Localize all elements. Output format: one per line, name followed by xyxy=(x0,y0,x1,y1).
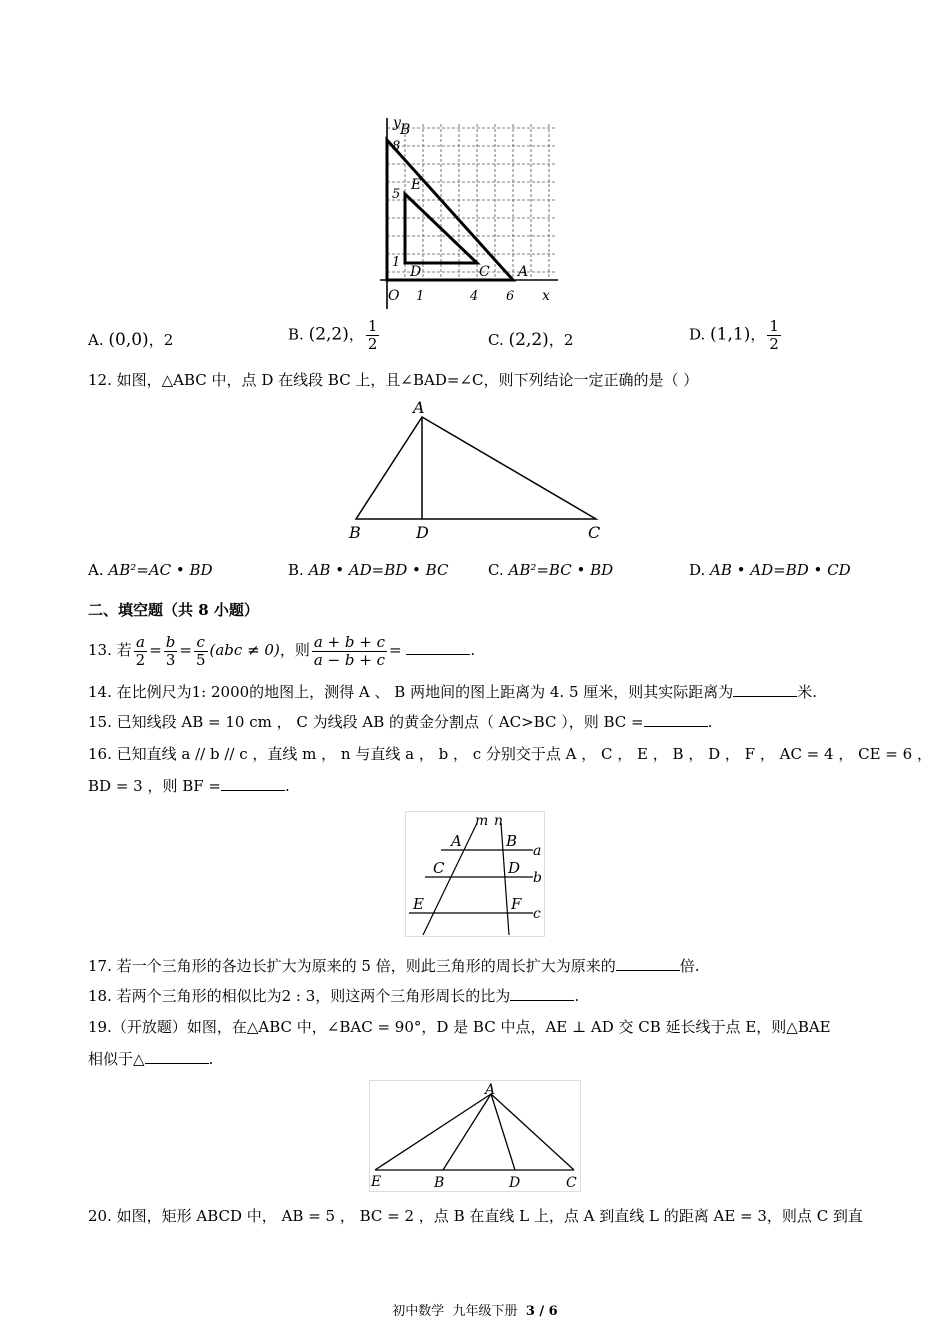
q11-option-c-label: C. xyxy=(488,331,504,349)
q11-option-a-sep: ， xyxy=(148,331,164,349)
q16-point-B: B xyxy=(506,832,518,850)
q15-line xyxy=(88,712,712,732)
q12-option-c[interactable] xyxy=(488,561,613,579)
q12-triangle xyxy=(356,417,596,519)
q16-end: . xyxy=(285,777,290,795)
section-fill-in-heading: 二、填空题（共 8 小题） xyxy=(88,601,259,619)
q17-end: 倍. xyxy=(679,957,700,975)
q11-option-d-fraction xyxy=(767,318,781,353)
q12-option-a[interactable] xyxy=(88,561,213,579)
q13-number: 13. xyxy=(88,641,112,659)
q11-point-A: A xyxy=(518,264,529,280)
q16-point-D: D xyxy=(508,859,521,877)
q16-line2 xyxy=(88,776,290,796)
q11-ytick-8: 8 xyxy=(392,139,401,154)
q19-point-B: B xyxy=(434,1175,445,1191)
q19-point-A: A xyxy=(485,1082,496,1098)
q11-option-d-label: D. xyxy=(689,325,706,344)
q12-option-c-text: AB²=BC • BD xyxy=(508,561,614,579)
q11-option-a[interactable] xyxy=(88,329,173,350)
q13-fraction-c-den: 5 xyxy=(195,650,206,669)
q12-point-B: B xyxy=(349,523,361,542)
q19-line2-text: 相似于△ xyxy=(88,1050,145,1068)
q11-xtick-6: 6 xyxy=(506,289,515,304)
q11-point-B: B xyxy=(400,122,411,138)
q11-option-b-num: 1 xyxy=(367,317,378,335)
q19-point-D: D xyxy=(509,1175,521,1191)
q11-option-b-sep: ， xyxy=(348,325,364,344)
q16-line1: 16. 已知直线 a // b // c ，直线 m ， n 与直线 a ， b ， c 分别交于点 A ， C ， E ， B ， D ， F ， AC = 4 ， CE = 6 ， xyxy=(88,745,932,763)
q16-label-n: n xyxy=(494,813,504,829)
footer-grade: 九年级下册 xyxy=(452,1304,518,1319)
q16-point-C: C xyxy=(433,859,445,877)
q12-option-d-text: AB • AD=BD • CD xyxy=(710,561,851,579)
q19-point-E: E xyxy=(371,1174,382,1190)
q11-option-b-fraction xyxy=(366,318,380,353)
q11-option-c-coord: (2,2) xyxy=(508,330,549,350)
page-footer xyxy=(0,1300,950,1319)
q13-mid: ，则 xyxy=(279,641,310,659)
q14-line xyxy=(88,682,817,702)
q18-line xyxy=(88,986,579,1006)
q12-stem xyxy=(88,370,698,390)
q13-fraction-d xyxy=(312,634,387,669)
q11-option-d-num: 1 xyxy=(769,317,779,335)
q12-point-D: D xyxy=(416,523,429,542)
q13-fraction-b xyxy=(164,634,178,669)
q13-fraction-b-den: 3 xyxy=(165,650,176,669)
q13-end: . xyxy=(470,641,476,659)
q11-point-C: C xyxy=(479,264,490,280)
q13-fraction-a-den: 2 xyxy=(135,650,146,669)
q15-answer-blank[interactable] xyxy=(644,712,708,727)
q19-figure-frame xyxy=(370,1081,581,1192)
q13-equals: = xyxy=(389,641,402,659)
q11-point-E: E xyxy=(411,177,422,193)
q11-option-c-sep: ， xyxy=(548,331,564,349)
q16-label-b: b xyxy=(533,870,542,886)
q14-text: 14. 在比例尺为1: 2000的地图上，测得 A 、 B 两地间的图上距离为 4. 5 厘米，则其实际距离为 xyxy=(88,683,734,701)
q12-number: 12. xyxy=(88,371,112,389)
q12-point-C: C xyxy=(588,523,601,542)
q12-option-a-label: A. xyxy=(88,561,104,579)
q15-text: 15. 已知线段 AB = 10 cm ， C 为线段 AB 的黄金分割点（ AC>BC ），则 BC = xyxy=(88,713,644,731)
q18-text: 18. 若两个三角形的相似比为2 : 3，则这两个三角形周长的比为 xyxy=(88,987,511,1005)
q13-fraction-b-num: b xyxy=(165,632,176,651)
q12-option-b[interactable] xyxy=(288,561,448,579)
q19-segment-ae xyxy=(375,1094,491,1170)
q11-ytick-1: 1 xyxy=(392,255,401,270)
q11-option-d-coord: (1,1) xyxy=(710,324,751,345)
q16-label-c: c xyxy=(533,906,541,922)
q16-line2-text: BD = 3 ，则 BF = xyxy=(88,777,222,795)
q12-option-c-label: C. xyxy=(488,561,504,579)
q14-end: 米. xyxy=(797,683,818,701)
q11-label-origin: O xyxy=(388,288,400,304)
q12-option-b-text: AB • AD=BD • BC xyxy=(308,561,449,579)
q13-fraction-c xyxy=(194,634,208,669)
q19-point-C: C xyxy=(566,1175,577,1191)
q16-line-m xyxy=(423,823,477,935)
q12-triangle-figure xyxy=(346,397,604,545)
q11-xtick-4: 4 xyxy=(470,289,479,304)
q18-answer-blank[interactable] xyxy=(510,986,574,1001)
q17-answer-blank[interactable] xyxy=(616,956,680,971)
q11-option-d[interactable] xyxy=(689,318,783,353)
q18-end: . xyxy=(574,987,580,1005)
q11-option-d-den: 2 xyxy=(769,335,779,353)
q19-line1: 19.（开放题）如图，在△ABC 中，∠BAC = 90°，D 是 BC 中点，AE ⊥ AD 交 CB 延长线于点 E，则△BAE xyxy=(88,1018,831,1036)
q11-label-x: x xyxy=(542,288,550,304)
q16-label-m: m xyxy=(475,813,489,829)
q16-figure-frame xyxy=(406,812,545,937)
q11-option-c-value: 2 xyxy=(563,331,574,349)
q15-end: . xyxy=(707,713,713,731)
q11-option-b-coord: (2,2) xyxy=(308,324,349,345)
q11-ytick-5: 5 xyxy=(392,187,401,202)
q13-fraction-d-den: a − b + c xyxy=(313,650,385,669)
q11-option-b[interactable] xyxy=(288,318,381,353)
q11-option-b-den: 2 xyxy=(367,335,378,353)
q12-option-a-text: AB²=AC • BD xyxy=(108,561,213,579)
q16-point-F: F xyxy=(511,895,522,913)
q13-fraction-a-num: a xyxy=(134,634,148,652)
q13-condition: (abc ≠ 0) xyxy=(209,641,280,659)
q16-point-A: A xyxy=(451,832,462,850)
q11-option-d-sep: ， xyxy=(750,325,766,344)
q11-option-a-label: A. xyxy=(88,331,104,349)
q13-answer-blank[interactable] xyxy=(406,640,470,655)
q19-line2 xyxy=(88,1049,213,1069)
q13-fraction-d-num: a + b + c xyxy=(313,632,385,651)
q11-point-D: D xyxy=(410,264,422,280)
q11-coordinate-figure xyxy=(380,114,570,314)
q14-answer-blank[interactable] xyxy=(733,682,797,697)
q11-option-a-value: 2 xyxy=(163,331,174,349)
q20-line: 20. 如图，矩形 ABCD 中， AB = 5 ， BC = 2 ，点 B 在直线 L 上，点 A 到直线 L 的距离 AE = 3，则点 C 到直 xyxy=(88,1207,863,1225)
q13-line: 13. 若 $\frac{a}{2}$ = $\frac{b}{3}$ = $\frac{c}{5}$ (abc ≠ 0)，则 $\frac{a + b + c}{a - b + c}$ = . xyxy=(88,632,476,669)
q13-fraction-a xyxy=(134,634,148,669)
q11-xtick-1: 1 xyxy=(416,289,425,304)
q17-text: 17. 若一个三角形的各边长扩大为原来的 5 倍，则此三角形的周长扩大为原来的 xyxy=(88,957,616,975)
q19-answer-blank[interactable] xyxy=(145,1049,209,1064)
q11-option-c[interactable] xyxy=(488,329,573,350)
q16-parallel-lines-figure xyxy=(405,811,545,937)
footer-page-number: 3 / 6 xyxy=(525,1304,558,1319)
q11-option-a-coord: (0,0) xyxy=(108,330,149,350)
q11-option-b-label: B. xyxy=(288,325,304,344)
q19-segment-ab xyxy=(443,1094,491,1170)
q13-pre: 若 xyxy=(116,641,132,659)
q13-fraction-c-num: c xyxy=(194,634,208,652)
q12-option-b-label: B. xyxy=(288,561,304,579)
q12-option-d[interactable] xyxy=(689,561,851,579)
q12-text: 如图，△ABC 中，点 D 在线段 BC 上，且∠BAD=∠C，则下列结论一定正确的是（ ） xyxy=(116,371,699,389)
q19-triangle-figure xyxy=(369,1080,581,1192)
footer-subject: 初中数学 xyxy=(392,1304,445,1319)
q11-label-y: y xyxy=(393,115,401,131)
q12-option-d-label: D. xyxy=(689,561,706,579)
q17-line xyxy=(88,956,700,976)
q16-label-a: a xyxy=(533,843,542,859)
q16-point-E: E xyxy=(413,895,424,913)
q19-end: . xyxy=(208,1050,214,1068)
q12-point-A: A xyxy=(413,398,425,417)
q16-answer-blank[interactable] xyxy=(221,776,285,791)
